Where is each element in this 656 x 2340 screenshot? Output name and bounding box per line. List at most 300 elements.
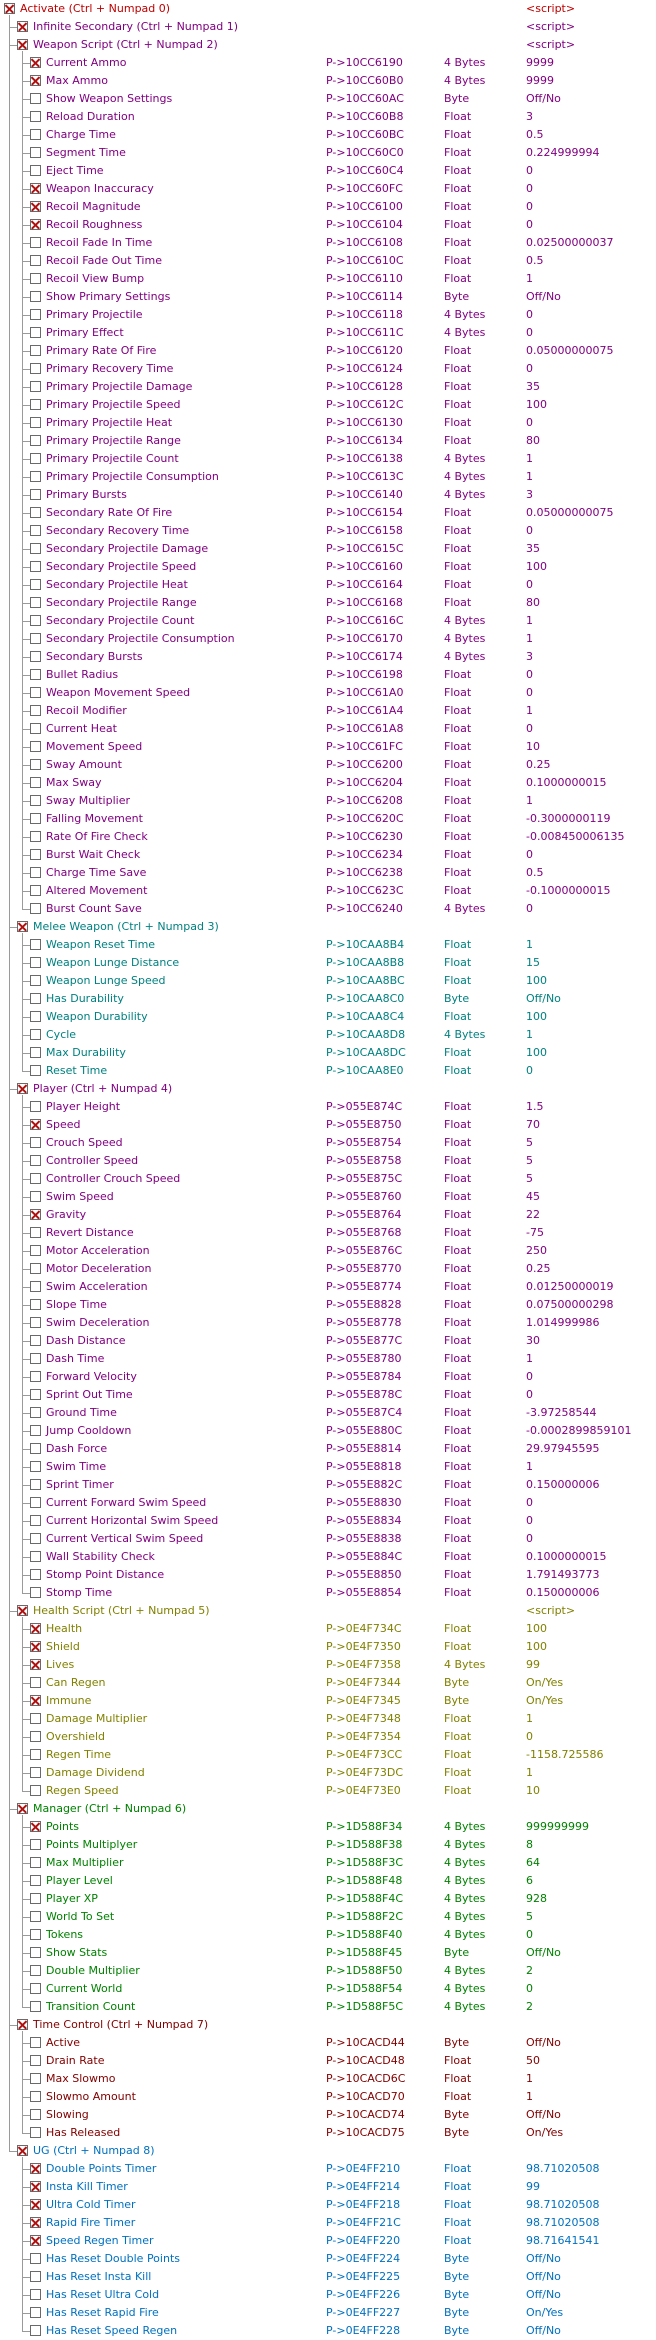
checkbox[interactable]: [30, 1839, 41, 1850]
checkbox[interactable]: [30, 1785, 41, 1796]
value[interactable]: 2: [526, 1964, 533, 1977]
checkbox-active[interactable]: [30, 75, 41, 86]
value[interactable]: 29.97945595: [526, 1442, 600, 1455]
table-row-primary-projectile-heat[interactable]: [0, 414, 656, 432]
table-row-swim-acceleration[interactable]: [0, 1278, 656, 1296]
checkbox[interactable]: [30, 1191, 41, 1202]
table-row-max-slowmo[interactable]: [0, 2070, 656, 2088]
checkbox[interactable]: [30, 2307, 41, 2318]
checkbox[interactable]: [30, 1893, 41, 1904]
checkbox[interactable]: [30, 1461, 41, 1472]
value[interactable]: -0.3000000119: [526, 812, 611, 825]
table-row-overshield[interactable]: [0, 1728, 656, 1746]
checkbox[interactable]: [30, 2325, 41, 2336]
checkbox-active[interactable]: [30, 1641, 41, 1652]
value[interactable]: 5: [526, 1910, 533, 1923]
checkbox-active[interactable]: [30, 2235, 41, 2246]
table-row-recoil-modifier[interactable]: [0, 702, 656, 720]
value[interactable]: 30: [526, 1334, 540, 1347]
value[interactable]: Off/No: [526, 2252, 561, 2265]
table-row-secondary-recovery-time[interactable]: [0, 522, 656, 540]
table-row-show-stats[interactable]: [0, 1944, 656, 1962]
table-row-max-ammo[interactable]: [0, 72, 656, 90]
checkbox[interactable]: [30, 345, 41, 356]
table-row-health[interactable]: [0, 1620, 656, 1638]
value[interactable]: 1: [526, 452, 533, 465]
value[interactable]: 50: [526, 2054, 540, 2067]
table-row-has-reset-insta-kill[interactable]: [0, 2268, 656, 2286]
checkbox[interactable]: [30, 2253, 41, 2264]
checkbox[interactable]: [30, 507, 41, 518]
table-row-stomp-time[interactable]: [0, 1584, 656, 1602]
value[interactable]: 98.71641541: [526, 2234, 600, 2247]
value[interactable]: 0.25: [526, 1262, 551, 1275]
value[interactable]: 1: [526, 794, 533, 807]
table-row-primary-projectile[interactable]: [0, 306, 656, 324]
table-row-active[interactable]: [0, 2034, 656, 2052]
value[interactable]: 1: [526, 704, 533, 717]
value[interactable]: Off/No: [526, 1946, 561, 1959]
value[interactable]: 1: [526, 614, 533, 627]
value[interactable]: 0.02500000037: [526, 236, 614, 249]
checkbox[interactable]: [30, 2289, 41, 2300]
checkbox[interactable]: [30, 111, 41, 122]
checkbox[interactable]: [30, 1731, 41, 1742]
checkbox-active[interactable]: [30, 2199, 41, 2210]
checkbox[interactable]: [30, 471, 41, 482]
checkbox[interactable]: [30, 687, 41, 698]
value[interactable]: 9999: [526, 74, 554, 87]
checkbox[interactable]: [30, 543, 41, 554]
checkbox[interactable]: [30, 669, 41, 680]
value[interactable]: Off/No: [526, 290, 561, 303]
table-row-max-sway[interactable]: [0, 774, 656, 792]
table-row-damage-multiplier[interactable]: [0, 1710, 656, 1728]
table-row-secondary-projectile-count[interactable]: [0, 612, 656, 630]
checkbox[interactable]: [30, 1353, 41, 1364]
value[interactable]: 80: [526, 434, 540, 447]
table-row-max-multiplier[interactable]: [0, 1854, 656, 1872]
table-row-has-reset-speed-regen[interactable]: [0, 2322, 656, 2340]
checkbox-active[interactable]: [30, 1695, 41, 1706]
checkbox-active[interactable]: [30, 2217, 41, 2228]
table-row-burst-wait-check[interactable]: [0, 846, 656, 864]
value[interactable]: 100: [526, 974, 547, 987]
value[interactable]: 0: [526, 668, 533, 681]
value[interactable]: 0.5: [526, 128, 544, 141]
table-row-reload-duration[interactable]: [0, 108, 656, 126]
checkbox-active[interactable]: [17, 2019, 28, 2030]
value[interactable]: 100: [526, 1010, 547, 1023]
value[interactable]: 250: [526, 1244, 547, 1257]
checkbox-active[interactable]: [30, 1209, 41, 1220]
table-row-weapon-movement-speed[interactable]: [0, 684, 656, 702]
checkbox[interactable]: [30, 1443, 41, 1454]
checkbox[interactable]: [30, 1425, 41, 1436]
checkbox[interactable]: [30, 1965, 41, 1976]
checkbox[interactable]: [30, 1173, 41, 1184]
checkbox[interactable]: [30, 1155, 41, 1166]
value[interactable]: 15: [526, 956, 540, 969]
value[interactable]: <script>: [526, 1604, 576, 1617]
checkbox-active[interactable]: [17, 1605, 28, 1616]
table-row-player-level[interactable]: [0, 1872, 656, 1890]
value[interactable]: 8: [526, 1838, 533, 1851]
table-row-crouch-speed[interactable]: [0, 1134, 656, 1152]
value[interactable]: 0.1000000015: [526, 1550, 607, 1563]
checkbox[interactable]: [30, 1947, 41, 1958]
value[interactable]: 35: [526, 542, 540, 555]
value[interactable]: 0.1000000015: [526, 776, 607, 789]
value[interactable]: <script>: [526, 20, 576, 33]
value[interactable]: 0: [526, 578, 533, 591]
value[interactable]: 0: [526, 902, 533, 915]
checkbox[interactable]: [30, 1767, 41, 1778]
value[interactable]: 1.5: [526, 1100, 544, 1113]
table-row-world-to-set[interactable]: [0, 1908, 656, 1926]
table-row-secondary-projectile-range[interactable]: [0, 594, 656, 612]
table-row-rapid-fire-timer[interactable]: [0, 2214, 656, 2232]
value[interactable]: 0: [526, 1730, 533, 1743]
value[interactable]: 0.25: [526, 758, 551, 771]
checkbox[interactable]: [30, 1749, 41, 1760]
value[interactable]: 98.71020508: [526, 2216, 600, 2229]
value[interactable]: 5: [526, 1172, 533, 1185]
checkbox[interactable]: [30, 1515, 41, 1526]
table-row-primary-projectile-damage[interactable]: [0, 378, 656, 396]
checkbox[interactable]: [30, 597, 41, 608]
table-row-slowing[interactable]: [0, 2106, 656, 2124]
table-row-has-reset-double-points[interactable]: [0, 2250, 656, 2268]
table-row-dash-force[interactable]: [0, 1440, 656, 1458]
table-row-weapon-lunge-speed[interactable]: [0, 972, 656, 990]
value[interactable]: 0: [526, 524, 533, 537]
table-row-recoil-fade-in-time[interactable]: [0, 234, 656, 252]
checkbox[interactable]: [30, 1857, 41, 1868]
table-row-has-durability[interactable]: [0, 990, 656, 1008]
table-row-tokens[interactable]: [0, 1926, 656, 1944]
checkbox[interactable]: [30, 561, 41, 572]
checkbox-active[interactable]: [30, 57, 41, 68]
checkbox-active[interactable]: [4, 3, 15, 14]
group-player[interactable]: [0, 1080, 656, 1098]
value[interactable]: 98.71020508: [526, 2198, 600, 2211]
value[interactable]: 0.01250000019: [526, 1280, 614, 1293]
table-row-charge-time-save[interactable]: [0, 864, 656, 882]
value[interactable]: 45: [526, 1190, 540, 1203]
checkbox[interactable]: [30, 2073, 41, 2084]
value[interactable]: 1: [526, 632, 533, 645]
value[interactable]: 0: [526, 362, 533, 375]
table-row-secondary-rate-of-fire[interactable]: [0, 504, 656, 522]
value[interactable]: 100: [526, 398, 547, 411]
table-row-revert-distance[interactable]: [0, 1224, 656, 1242]
table-row-secondary-projectile-heat[interactable]: [0, 576, 656, 594]
table-row-damage-dividend[interactable]: [0, 1764, 656, 1782]
checkbox-active[interactable]: [30, 2163, 41, 2174]
value[interactable]: 0: [526, 218, 533, 231]
value[interactable]: 5: [526, 1136, 533, 1149]
checkbox[interactable]: [30, 129, 41, 140]
value[interactable]: 0: [526, 1388, 533, 1401]
table-row-motor-acceleration[interactable]: [0, 1242, 656, 1260]
value[interactable]: 80: [526, 596, 540, 609]
value[interactable]: On/Yes: [526, 2306, 564, 2319]
table-row-sway-amount[interactable]: [0, 756, 656, 774]
group-manager[interactable]: [0, 1800, 656, 1818]
checkbox[interactable]: [30, 453, 41, 464]
value[interactable]: 64: [526, 1856, 540, 1869]
table-row-player-xp[interactable]: [0, 1890, 656, 1908]
value[interactable]: 99: [526, 2180, 540, 2193]
checkbox[interactable]: [30, 1479, 41, 1490]
table-row-weapon-durability[interactable]: [0, 1008, 656, 1026]
table-row-has-reset-rapid-fire[interactable]: [0, 2304, 656, 2322]
table-row-has-released[interactable]: [0, 2124, 656, 2142]
checkbox[interactable]: [30, 903, 41, 914]
table-row-swim-time[interactable]: [0, 1458, 656, 1476]
checkbox[interactable]: [30, 615, 41, 626]
value[interactable]: 70: [526, 1118, 540, 1131]
checkbox[interactable]: [30, 1335, 41, 1346]
table-row-stomp-point-distance[interactable]: [0, 1566, 656, 1584]
table-row-cycle[interactable]: [0, 1026, 656, 1044]
checkbox[interactable]: [30, 2055, 41, 2066]
table-row-points[interactable]: [0, 1818, 656, 1836]
table-row-can-regen[interactable]: [0, 1674, 656, 1692]
table-row-show-primary-settings[interactable]: [0, 288, 656, 306]
value[interactable]: Off/No: [526, 2270, 561, 2283]
table-row-regen-time[interactable]: [0, 1746, 656, 1764]
table-row-speed[interactable]: [0, 1116, 656, 1134]
value[interactable]: 5: [526, 1154, 533, 1167]
table-row-current-heat[interactable]: [0, 720, 656, 738]
value[interactable]: 2: [526, 2000, 533, 2013]
checkbox[interactable]: [30, 777, 41, 788]
checkbox[interactable]: [30, 327, 41, 338]
value[interactable]: 0: [526, 1532, 533, 1545]
table-row-altered-movement[interactable]: [0, 882, 656, 900]
checkbox[interactable]: [30, 1497, 41, 1508]
checkbox[interactable]: [30, 579, 41, 590]
checkbox[interactable]: [30, 1137, 41, 1148]
checkbox[interactable]: [30, 957, 41, 968]
checkbox[interactable]: [30, 1029, 41, 1040]
checkbox[interactable]: [30, 1713, 41, 1724]
checkbox[interactable]: [30, 147, 41, 158]
table-row-primary-projectile-count[interactable]: [0, 450, 656, 468]
table-row-sprint-timer[interactable]: [0, 1476, 656, 1494]
checkbox-active[interactable]: [30, 1119, 41, 1130]
checkbox[interactable]: [30, 849, 41, 860]
value[interactable]: 0.5: [526, 254, 544, 267]
value[interactable]: -1158.725586: [526, 1748, 604, 1761]
value[interactable]: 22: [526, 1208, 540, 1221]
table-row-weapon-inaccuracy[interactable]: [0, 180, 656, 198]
value[interactable]: 99: [526, 1658, 540, 1671]
checkbox[interactable]: [30, 1983, 41, 1994]
checkbox-active[interactable]: [30, 201, 41, 212]
value[interactable]: 0.224999994: [526, 146, 600, 159]
value[interactable]: 100: [526, 1640, 547, 1653]
table-row-forward-velocity[interactable]: [0, 1368, 656, 1386]
value[interactable]: 0: [526, 1982, 533, 1995]
checkbox[interactable]: [30, 705, 41, 716]
value[interactable]: 3: [526, 110, 533, 123]
value[interactable]: 0: [526, 308, 533, 321]
checkbox[interactable]: [30, 237, 41, 248]
value[interactable]: 35: [526, 380, 540, 393]
value[interactable]: -0.0002899859101: [526, 1424, 632, 1437]
value[interactable]: 1: [526, 1712, 533, 1725]
checkbox[interactable]: [30, 759, 41, 770]
table-row-slope-time[interactable]: [0, 1296, 656, 1314]
value[interactable]: 0.07500000298: [526, 1298, 614, 1311]
checkbox[interactable]: [30, 741, 41, 752]
value[interactable]: Off/No: [526, 2108, 561, 2121]
table-row-current-forward-swim-speed[interactable]: [0, 1494, 656, 1512]
value[interactable]: 1.014999986: [526, 1316, 600, 1329]
table-row-falling-movement[interactable]: [0, 810, 656, 828]
checkbox[interactable]: [30, 165, 41, 176]
checkbox[interactable]: [30, 273, 41, 284]
table-row-controller-speed[interactable]: [0, 1152, 656, 1170]
table-row-dash-distance[interactable]: [0, 1332, 656, 1350]
table-row-jump-cooldown[interactable]: [0, 1422, 656, 1440]
value[interactable]: 9999: [526, 56, 554, 69]
value[interactable]: Off/No: [526, 92, 561, 105]
table-row-recoil-magnitude[interactable]: [0, 198, 656, 216]
checkbox[interactable]: [30, 363, 41, 374]
checkbox-active[interactable]: [30, 1659, 41, 1670]
table-row-shield[interactable]: [0, 1638, 656, 1656]
value[interactable]: 1: [526, 2072, 533, 2085]
value[interactable]: 0: [526, 200, 533, 213]
table-row-primary-recovery-time[interactable]: [0, 360, 656, 378]
checkbox[interactable]: [30, 1911, 41, 1922]
table-row-primary-projectile-range[interactable]: [0, 432, 656, 450]
checkbox[interactable]: [30, 651, 41, 662]
value[interactable]: Off/No: [526, 2288, 561, 2301]
table-row-current-vertical-swim-speed[interactable]: [0, 1530, 656, 1548]
checkbox[interactable]: [30, 381, 41, 392]
table-row-has-reset-ultra-cold[interactable]: [0, 2286, 656, 2304]
value[interactable]: On/Yes: [526, 1676, 564, 1689]
value[interactable]: 10: [526, 1784, 540, 1797]
value[interactable]: 0.05000000075: [526, 344, 614, 357]
value[interactable]: 928: [526, 1892, 547, 1905]
checkbox[interactable]: [30, 291, 41, 302]
checkbox[interactable]: [30, 993, 41, 1004]
checkbox[interactable]: [30, 1317, 41, 1328]
value[interactable]: -0.008450006135: [526, 830, 625, 843]
checkbox[interactable]: [30, 1551, 41, 1562]
value[interactable]: 6: [526, 1874, 533, 1887]
value[interactable]: 1: [526, 1460, 533, 1473]
checkbox[interactable]: [30, 1875, 41, 1886]
checkbox[interactable]: [30, 1299, 41, 1310]
checkbox[interactable]: [30, 2127, 41, 2138]
value[interactable]: 1: [526, 938, 533, 951]
value[interactable]: 0.150000006: [526, 1478, 600, 1491]
checkbox-active[interactable]: [17, 21, 28, 32]
checkbox[interactable]: [30, 1065, 41, 1076]
checkbox[interactable]: [30, 975, 41, 986]
checkbox[interactable]: [30, 93, 41, 104]
checkbox[interactable]: [30, 1047, 41, 1058]
value[interactable]: 1: [526, 470, 533, 483]
checkbox-active[interactable]: [30, 1623, 41, 1634]
table-row-rate-of-fire-check[interactable]: [0, 828, 656, 846]
checkbox-active[interactable]: [30, 2181, 41, 2192]
group-infinite-secondary[interactable]: [0, 18, 656, 36]
table-row-controller-crouch-speed[interactable]: [0, 1170, 656, 1188]
value[interactable]: 1: [526, 2090, 533, 2103]
table-row-eject-time[interactable]: [0, 162, 656, 180]
table-row-sway-multiplier[interactable]: [0, 792, 656, 810]
checkbox[interactable]: [30, 723, 41, 734]
table-row-recoil-view-bump[interactable]: [0, 270, 656, 288]
checkbox-active[interactable]: [17, 2145, 28, 2156]
value[interactable]: Off/No: [526, 2324, 561, 2337]
table-row-double-multiplier[interactable]: [0, 1962, 656, 1980]
table-row-secondary-bursts[interactable]: [0, 648, 656, 666]
value[interactable]: 0.5: [526, 866, 544, 879]
checkbox[interactable]: [30, 1227, 41, 1238]
value[interactable]: <script>: [526, 2, 576, 15]
group-time-control[interactable]: [0, 2016, 656, 2034]
table-row-transition-count[interactable]: [0, 1998, 656, 2016]
value[interactable]: 0: [526, 326, 533, 339]
checkbox[interactable]: [30, 525, 41, 536]
checkbox[interactable]: [30, 813, 41, 824]
table-row-recoil-fade-out-time[interactable]: [0, 252, 656, 270]
group-melee-weapon[interactable]: [0, 918, 656, 936]
value[interactable]: 0: [526, 722, 533, 735]
checkbox[interactable]: [30, 2001, 41, 2012]
table-row-swim-deceleration[interactable]: [0, 1314, 656, 1332]
table-row-max-durability[interactable]: [0, 1044, 656, 1062]
table-row-swim-speed[interactable]: [0, 1188, 656, 1206]
table-row-primary-projectile-speed[interactable]: [0, 396, 656, 414]
table-row-double-points-timer[interactable]: [0, 2160, 656, 2178]
value[interactable]: Off/No: [526, 992, 561, 1005]
value[interactable]: 0: [526, 1064, 533, 1077]
value[interactable]: Off/No: [526, 2036, 561, 2049]
checkbox[interactable]: [30, 1263, 41, 1274]
value[interactable]: On/Yes: [526, 2126, 564, 2139]
table-row-current-ammo[interactable]: [0, 54, 656, 72]
table-row-ground-time[interactable]: [0, 1404, 656, 1422]
checkbox[interactable]: [30, 1929, 41, 1940]
table-row-show-weapon-settings[interactable]: [0, 90, 656, 108]
value[interactable]: 98.71020508: [526, 2162, 600, 2175]
value[interactable]: 0: [526, 1370, 533, 1383]
group-health-script[interactable]: [0, 1602, 656, 1620]
table-row-weapon-reset-time[interactable]: [0, 936, 656, 954]
checkbox[interactable]: [30, 867, 41, 878]
value[interactable]: 1.791493773: [526, 1568, 600, 1581]
checkbox[interactable]: [30, 435, 41, 446]
table-row-charge-time[interactable]: [0, 126, 656, 144]
table-row-secondary-projectile-speed[interactable]: [0, 558, 656, 576]
table-row-primary-effect[interactable]: [0, 324, 656, 342]
group-ug[interactable]: [0, 2142, 656, 2160]
checkbox[interactable]: [30, 2037, 41, 2048]
checkbox[interactable]: [30, 417, 41, 428]
table-row-secondary-projectile-consumption[interactable]: [0, 630, 656, 648]
value[interactable]: 0: [526, 848, 533, 861]
